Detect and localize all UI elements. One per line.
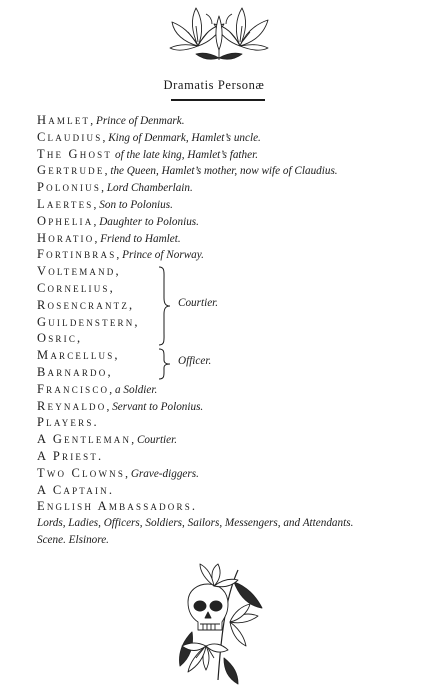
character-name: The Ghost bbox=[37, 146, 113, 161]
character-name: Players. bbox=[37, 415, 99, 430]
cast-item bbox=[37, 196, 173, 212]
character-description: Courtier. bbox=[136, 434, 178, 447]
cast-item bbox=[37, 498, 197, 514]
character-name: Fortinbras bbox=[37, 247, 117, 262]
character-name: Guildenstern, bbox=[37, 314, 140, 329]
separator: , bbox=[131, 434, 137, 447]
page-title: Dramatis Personæ bbox=[163, 78, 265, 92]
character-name: A Captain. bbox=[37, 482, 115, 497]
separator: , bbox=[93, 215, 100, 228]
character-description: Servant to Polonius. bbox=[112, 400, 204, 413]
cast-item bbox=[37, 230, 181, 246]
character-description: Son to Polonius. bbox=[99, 199, 173, 211]
character-description: a Soldier. bbox=[115, 383, 158, 396]
scene-line: Scene. Elsinore. bbox=[37, 534, 109, 546]
separator: , bbox=[93, 199, 100, 211]
cast-item bbox=[37, 414, 99, 430]
skull-lily-ornament-icon bbox=[168, 562, 268, 686]
character-name: Two Clowns bbox=[37, 465, 126, 480]
character-name: Cornelius, bbox=[37, 281, 115, 295]
cast-item bbox=[37, 213, 199, 229]
officer-label: Officer. bbox=[178, 355, 212, 367]
cast-item bbox=[37, 112, 185, 128]
cast-item bbox=[37, 330, 82, 346]
separator: , bbox=[94, 232, 101, 245]
character-description: Prince of Norway. bbox=[122, 249, 204, 262]
character-name: Gertrude bbox=[37, 163, 105, 178]
character-name: Polonius bbox=[37, 180, 102, 195]
cast-item bbox=[37, 347, 120, 363]
separator: , bbox=[101, 182, 107, 195]
character-name: Francisco bbox=[37, 381, 110, 396]
character-name: Voltemand, bbox=[37, 264, 121, 279]
title-underline bbox=[171, 99, 265, 101]
character-name: Osric, bbox=[37, 331, 83, 346]
character-name: Laertes bbox=[37, 197, 94, 211]
cast-item bbox=[37, 179, 193, 195]
character-name: A Priest. bbox=[37, 449, 104, 463]
cast-item bbox=[37, 431, 177, 447]
cast-item bbox=[37, 263, 121, 279]
cast-item bbox=[37, 398, 203, 414]
character-description: Daughter to Polonius. bbox=[99, 215, 199, 228]
separator: , bbox=[116, 249, 123, 262]
character-name: Ophelia bbox=[37, 213, 94, 228]
separator: , bbox=[125, 467, 131, 480]
separator: , bbox=[109, 383, 116, 396]
character-description: Friend to Hamlet. bbox=[100, 232, 181, 245]
cast-item bbox=[37, 129, 261, 145]
cast-item bbox=[37, 314, 140, 330]
character-description: Grave-diggers. bbox=[130, 467, 199, 480]
character-name: A Gentleman bbox=[37, 432, 132, 447]
character-name: Horatio bbox=[37, 230, 95, 245]
lily-ornament-icon bbox=[166, 2, 272, 62]
cast-item bbox=[37, 465, 199, 481]
character-description: King of Denmark, Hamlet’s uncle. bbox=[108, 131, 261, 144]
character-name: Hamlet bbox=[37, 113, 91, 127]
separator: , bbox=[90, 115, 96, 127]
separator: , bbox=[106, 400, 113, 413]
cast-item bbox=[37, 381, 157, 397]
courtier-label: Courtier. bbox=[178, 297, 219, 309]
character-name: Claudius bbox=[37, 129, 103, 144]
character-name: Barnardo, bbox=[37, 365, 113, 379]
cast-item bbox=[37, 364, 113, 380]
separator: , bbox=[104, 165, 111, 178]
character-description: the Queen, Hamlet’s mother, now wife of Claudius. bbox=[110, 165, 338, 178]
cast-item bbox=[37, 448, 103, 464]
cast-item bbox=[37, 162, 338, 178]
cast-item bbox=[37, 297, 134, 313]
courtier-brace-icon bbox=[157, 266, 171, 346]
character-name: Marcellus, bbox=[37, 348, 120, 363]
attendants-line: Lords, Ladies, Officers, Soldiers, Sailors, Messengers, and Attendants. bbox=[37, 517, 354, 529]
officer-brace-icon bbox=[157, 348, 171, 380]
character-name: English Ambassadors. bbox=[37, 499, 198, 514]
separator: , bbox=[102, 131, 109, 144]
character-name: Rosencrantz, bbox=[37, 297, 135, 312]
cast-item bbox=[37, 146, 258, 162]
character-description: Lord Chamberlain. bbox=[106, 182, 193, 195]
cast-item bbox=[37, 482, 114, 498]
character-description: of the late king, Hamlet’s father. bbox=[114, 148, 259, 161]
cast-item bbox=[37, 280, 115, 296]
character-description: Prince of Denmark. bbox=[95, 115, 185, 127]
character-name: Reynaldo bbox=[37, 398, 107, 413]
cast-item bbox=[37, 246, 204, 262]
